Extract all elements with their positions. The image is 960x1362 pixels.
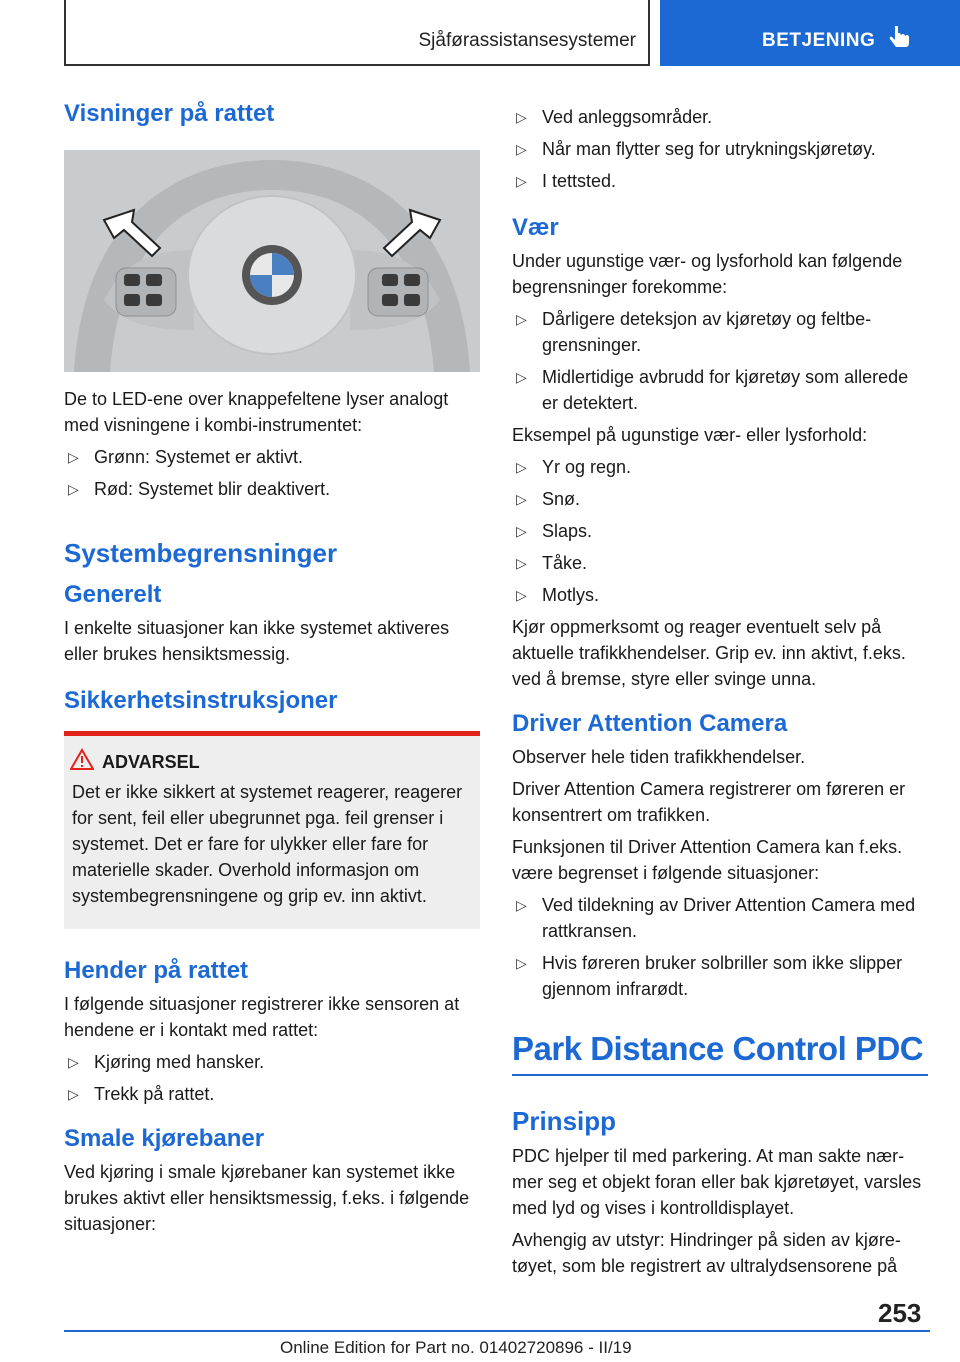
eksempel-list [512,454,928,608]
list-item: ▷ Rød: Systemet blir deaktivert. [64,476,480,502]
list-item: ▷ I tettsted. [512,168,928,194]
triangle-bullet-icon: ▷ [516,897,527,913]
triangle-bullet-icon: ▷ [516,955,527,971]
triangle-bullet-icon: ▷ [516,555,527,571]
list-item: ▷ Ved tildekning av Driver Attention Camera med rattkransen. [512,892,928,944]
heading-vaer: Vær [512,214,559,241]
page-number: 253 [878,1298,922,1328]
right-column [512,100,928,1285]
header-section [64,0,650,66]
triangle-bullet-icon: ▷ [68,1054,79,1070]
paragraph-prinsipp: PDC hjelper til med parkering. At man sakte nærmer seg et objekt foran eller bak kjøretøyet, varsles med lyd og vises i kontrolldisplayet. [512,1146,922,1218]
list-item: ▷ Dårligere deteksjon av kjøretøy og feltbegrensninger. [512,306,928,358]
paragraph-avhengig: Avhengig av utstyr: Hindringer på siden av kjøretøyet, som ble registrert av ultralydsensorene på [512,1230,901,1276]
paragraph-dac2: Driver Attention Camera registrerer om føreren er konsentrert om trafikken. [512,779,906,825]
steering-wheel-illustration [64,150,480,372]
warning-box [64,731,480,929]
list-item: ▷ Snø. [512,486,928,512]
triangle-bullet-icon: ▷ [516,173,527,189]
triangle-bullet-icon: ▷ [516,459,527,475]
heading-generelt: Generelt [64,581,162,608]
triangle-bullet-icon: ▷ [68,481,79,497]
paragraph-dac3: Funksjonen til Driver Attention Camera kan f.eks. være begrenset i følgende situasjoner: [512,837,903,883]
triangle-bullet-icon: ▷ [516,491,527,507]
triangle-bullet-icon: ▷ [68,449,79,465]
warning-title: ADVARSEL [102,752,470,773]
paragraph-eksempel: Eksempel på ugunstige vær- eller lysforhold: [512,425,868,445]
paragraph-kjor: Kjør oppmerksomt og reager eventuelt selv på aktuelle trafikkhendelser. Grip ev. inn aktivt, f.eks. ved å bremse, styre eller svinge unna. [512,617,906,689]
paragraph-vaer: Under ugunstige vær- og lysforhold kan følgende begrensninger forekomme: [512,251,903,297]
heading-systembegrensninger: Systembegrensninger [64,538,338,568]
list-item: ▷ Slaps. [512,518,928,544]
paragraph-smale: Ved kjøring i smale kjørebaner kan systemet ikke brukes aktivt eller hensiktsmessig, f.eks. i følgende situasjoner: [64,1162,470,1234]
left-column [64,100,480,1243]
hender-list [64,1049,480,1107]
warning-text: Det er ikke sikkert at systemet reagerer, reagerer for sent, feil eller ubegrunnet pga. feil grenser i systemet. Det er fare for ulykker eller fare for materielle skader. Overhold informasjon om systembegrensningene og grip ev. inn aktivt. [72,782,463,906]
list-item: ▷ Tåke. [512,550,928,576]
paragraph-generelt: I enkelte situasjoner kan ikke systemet aktiveres eller brukes hensiktsmessig. [64,618,450,664]
smale-list [512,104,928,194]
vaer-list [512,306,928,416]
paragraph-led: De to LED-ene over knappefeltene lyser analogt med visningene i kombi-instrumentet: [64,389,449,435]
triangle-bullet-icon: ▷ [516,141,527,157]
hand-pointer-icon [888,26,912,52]
footer-edition: Online Edition for Part no. 01402720896 - II/19 [280,1338,632,1357]
triangle-bullet-icon: ▷ [516,109,527,125]
triangle-bullet-icon: ▷ [516,311,527,327]
paragraph-dac1: Observer hele tiden trafikkhendelser. [512,747,806,767]
heading-visninger: Visninger på rattet [64,100,275,127]
header-section-title: Sjåførassistansesystemer [418,30,636,51]
heading-sikkerhet: Sikkerhetsinstruksjoner [64,687,338,714]
list-item: ▷ Grønn: Systemet er aktivt. [64,444,480,470]
triangle-bullet-icon: ▷ [516,587,527,603]
list-item: ▷ Hvis føreren bruker solbriller som ikke slipper gjennom infrarødt. [512,950,928,1002]
header-chapter [660,0,960,66]
list-item: ▷ Trekk på rattet. [64,1081,480,1107]
list-item: ▷ Yr og regn. [512,454,928,480]
dac-list [512,892,928,1002]
paragraph-hender: I følgende situasjoner registrerer ikke sensoren at hendene er i kontakt med rattet: [64,994,460,1040]
warning-triangle-icon [70,748,94,770]
list-item: ▷ Midlertidige avbrudd for kjøretøy som allerede er detektert. [512,364,928,416]
steering-wheel-image [64,150,480,372]
triangle-bullet-icon: ▷ [516,523,527,539]
heading-pdc: Park Distance Control PDC [512,1030,928,1076]
list-item: ▷ Motlys. [512,582,928,608]
heading-smale: Smale kjørebaner [64,1125,265,1152]
footer-divider [64,1330,930,1332]
triangle-bullet-icon: ▷ [516,369,527,385]
heading-dac: Driver Attention Camera [512,710,788,737]
header-chapter-title: BETJENING [762,30,876,51]
heading-hender: Hender på rattet [64,957,249,984]
led-list [64,444,480,502]
triangle-bullet-icon: ▷ [68,1086,79,1102]
list-item: ▷ Når man flytter seg for utrykningskjøretøy. [512,136,928,162]
list-item: ▷ Kjøring med hansker. [64,1049,480,1075]
heading-prinsipp: Prinsipp [512,1106,617,1136]
list-item: ▷ Ved anleggsområder. [512,104,928,130]
